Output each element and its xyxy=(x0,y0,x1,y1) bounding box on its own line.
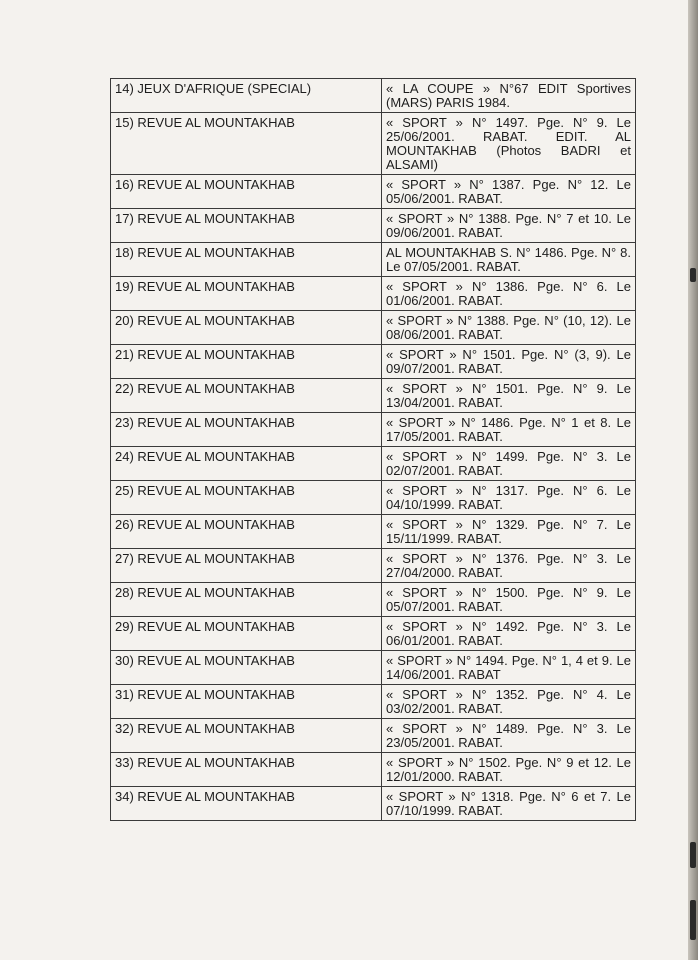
reference-name-cell: 32) REVUE AL MOUNTAKHAB xyxy=(111,719,382,753)
table-row xyxy=(111,379,636,413)
reference-source-cell: « SPORT » N° 1492. Pge. N° 3. Le 06/01/2001. RABAT. xyxy=(382,617,636,651)
table-row xyxy=(111,113,636,175)
reference-source-cell: « SPORT » N° 1501. Pge. N° (3, 9). Le 09/07/2001. RABAT. xyxy=(382,345,636,379)
reference-name-cell: 33) REVUE AL MOUNTAKHAB xyxy=(111,753,382,787)
reference-source-cell: « SPORT » N° 1494. Pge. N° 1, 4 et 9. Le 14/06/2001. RABAT xyxy=(382,651,636,685)
table-row xyxy=(111,651,636,685)
reference-source-cell: AL MOUNTAKHAB S. N° 1486. Pge. N° 8. Le 07/05/2001. RABAT. xyxy=(382,243,636,277)
reference-name-cell: 18) REVUE AL MOUNTAKHAB xyxy=(111,243,382,277)
reference-name-cell: 19) REVUE AL MOUNTAKHAB xyxy=(111,277,382,311)
reference-source-cell: « SPORT » N° 1499. Pge. N° 3. Le 02/07/2001. RABAT. xyxy=(382,447,636,481)
references-table xyxy=(110,78,636,821)
table-row xyxy=(111,79,636,113)
edge-mark xyxy=(690,900,696,940)
reference-name-cell: 26) REVUE AL MOUNTAKHAB xyxy=(111,515,382,549)
table-row xyxy=(111,447,636,481)
reference-name-cell: 23) REVUE AL MOUNTAKHAB xyxy=(111,413,382,447)
reference-name-cell: 24) REVUE AL MOUNTAKHAB xyxy=(111,447,382,481)
reference-source-cell: « SPORT » N° 1388. Pge. N° (10, 12). Le 08/06/2001. RABAT. xyxy=(382,311,636,345)
reference-name-cell: 15) REVUE AL MOUNTAKHAB xyxy=(111,113,382,175)
reference-source-cell: « SPORT » N° 1387. Pge. N° 12. Le 05/06/2001. RABAT. xyxy=(382,175,636,209)
reference-source-cell: « SPORT » N° 1329. Pge. N° 7. Le 15/11/1999. RABAT. xyxy=(382,515,636,549)
reference-source-cell: « SPORT » N° 1318. Pge. N° 6 et 7. Le 07/10/1999. RABAT. xyxy=(382,787,636,821)
reference-name-cell: 14) JEUX D'AFRIQUE (SPECIAL) xyxy=(111,79,382,113)
table-row xyxy=(111,787,636,821)
table-row xyxy=(111,209,636,243)
table-row xyxy=(111,583,636,617)
reference-source-cell: « SPORT » N° 1500. Pge. N° 9. Le 05/07/2001. RABAT. xyxy=(382,583,636,617)
reference-source-cell: « SPORT » N° 1489. Pge. N° 3. Le 23/05/2001. RABAT. xyxy=(382,719,636,753)
table-row xyxy=(111,481,636,515)
reference-name-cell: 31) REVUE AL MOUNTAKHAB xyxy=(111,685,382,719)
table-row xyxy=(111,515,636,549)
table-row xyxy=(111,345,636,379)
reference-name-cell: 22) REVUE AL MOUNTAKHAB xyxy=(111,379,382,413)
reference-name-cell: 17) REVUE AL MOUNTAKHAB xyxy=(111,209,382,243)
table-row xyxy=(111,413,636,447)
reference-name-cell: 28) REVUE AL MOUNTAKHAB xyxy=(111,583,382,617)
table-row xyxy=(111,277,636,311)
reference-source-cell: « SPORT » N° 1501. Pge. N° 9. Le 13/04/2001. RABAT. xyxy=(382,379,636,413)
reference-source-cell: « SPORT » N° 1376. Pge. N° 3. Le 27/04/2000. RABAT. xyxy=(382,549,636,583)
references-table-body xyxy=(111,79,636,821)
reference-source-cell: « SPORT » N° 1388. Pge. N° 7 et 10. Le 09/06/2001. RABAT. xyxy=(382,209,636,243)
page-edge-shadow xyxy=(688,0,698,960)
table-row xyxy=(111,753,636,787)
reference-source-cell: « SPORT » N° 1317. Pge. N° 6. Le 04/10/1999. RABAT. xyxy=(382,481,636,515)
table-row xyxy=(111,175,636,209)
reference-source-cell: « SPORT » N° 1502. Pge. N° 9 et 12. Le 12/01/2000. RABAT. xyxy=(382,753,636,787)
reference-source-cell: « LA COUPE » N°67 EDIT Sportives (MARS) PARIS 1984. xyxy=(382,79,636,113)
table-row xyxy=(111,549,636,583)
reference-source-cell: « SPORT » N° 1352. Pge. N° 4. Le 03/02/2001. RABAT. xyxy=(382,685,636,719)
reference-name-cell: 21) REVUE AL MOUNTAKHAB xyxy=(111,345,382,379)
reference-source-cell: « SPORT » N° 1486. Pge. N° 1 et 8. Le 17/05/2001. RABAT. xyxy=(382,413,636,447)
reference-name-cell: 27) REVUE AL MOUNTAKHAB xyxy=(111,549,382,583)
reference-name-cell: 34) REVUE AL MOUNTAKHAB xyxy=(111,787,382,821)
reference-name-cell: 20) REVUE AL MOUNTAKHAB xyxy=(111,311,382,345)
reference-source-cell: « SPORT » N° 1386. Pge. N° 6. Le 01/06/2001. RABAT. xyxy=(382,277,636,311)
table-row xyxy=(111,243,636,277)
edge-mark xyxy=(690,842,696,868)
reference-name-cell: 29) REVUE AL MOUNTAKHAB xyxy=(111,617,382,651)
reference-source-cell: « SPORT » N° 1497. Pge. N° 9. Le 25/06/2001. RABAT. EDIT. AL MOUNTAKHAB (Photos BADRI et ALSAMI) xyxy=(382,113,636,175)
edge-mark xyxy=(690,268,696,282)
table-row xyxy=(111,617,636,651)
table-row xyxy=(111,685,636,719)
reference-name-cell: 30) REVUE AL MOUNTAKHAB xyxy=(111,651,382,685)
reference-name-cell: 25) REVUE AL MOUNTAKHAB xyxy=(111,481,382,515)
table-row xyxy=(111,719,636,753)
reference-name-cell: 16) REVUE AL MOUNTAKHAB xyxy=(111,175,382,209)
table-row xyxy=(111,311,636,345)
